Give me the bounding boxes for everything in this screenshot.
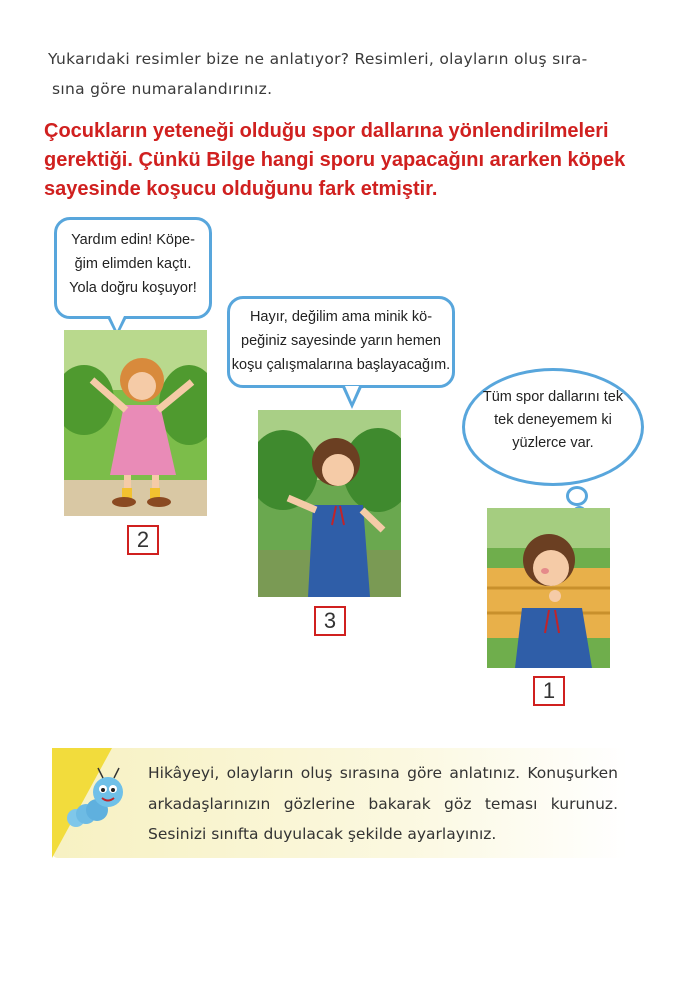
bubble-line: koşu çalışmalarına başlayacağım. bbox=[231, 357, 451, 373]
bubble-line: yüzlerce var. bbox=[512, 435, 594, 451]
question-line-1: Yukarıdaki resimler bize ne anlatıyor? Resimleri, olayların oluş sıra- bbox=[48, 50, 588, 68]
instruction-text: Hikâyeyi, olayların oluş sırasına göre anlatınız. Konuşurken arkadaşlarınızın gözlerine bakarak göz teması kurunuz. Sesinizi sınıfta duyulacak şekilde ayarlayınız. bbox=[148, 764, 618, 843]
bubble-line: tek deneyemem ki bbox=[494, 412, 612, 428]
instruction-box bbox=[52, 748, 628, 858]
illustration-girl-pink bbox=[64, 330, 207, 516]
order-number-box[interactable]: 3 bbox=[314, 606, 346, 636]
girl-pink-image bbox=[64, 330, 207, 516]
speech-bubble-2 bbox=[227, 296, 455, 388]
girl-thinking-image bbox=[487, 508, 610, 668]
question-text bbox=[48, 44, 638, 104]
bubble-line: Tüm spor dallarını tek bbox=[482, 389, 624, 405]
answer-text: Çocukların yeteneği olduğu spor dallarına yönlendirilmeleri gerektiği. Çünkü Bilge hangi sporu yapacağını ararken köpek sayesinde koşucu olduğunu fark etmiştir. bbox=[44, 120, 626, 200]
speech-bubble-1 bbox=[54, 217, 212, 319]
illustration-girl-blue bbox=[258, 410, 401, 597]
girl-blue-image bbox=[258, 410, 401, 597]
question-line-2: sına göre numaralandırınız. bbox=[52, 80, 273, 98]
bubble-line: peğiniz sayesinde yarın hemen bbox=[241, 333, 441, 349]
bubble-line: Yardım edin! Köpe- bbox=[71, 232, 195, 248]
thought-dot bbox=[566, 486, 588, 506]
bubble-line: Yola doğru koşuyor! bbox=[69, 280, 197, 296]
thought-bubble bbox=[462, 368, 644, 486]
illustration-girl-thinking bbox=[487, 508, 610, 668]
caterpillar-mascot-icon bbox=[58, 766, 128, 836]
bubble-line: Hayır, değilim ama minik kö- bbox=[249, 309, 433, 325]
bubble-line: ğim elimden kaçtı. bbox=[74, 256, 192, 272]
order-number-box[interactable]: 1 bbox=[533, 676, 565, 706]
order-number-box[interactable]: 2 bbox=[127, 525, 159, 555]
